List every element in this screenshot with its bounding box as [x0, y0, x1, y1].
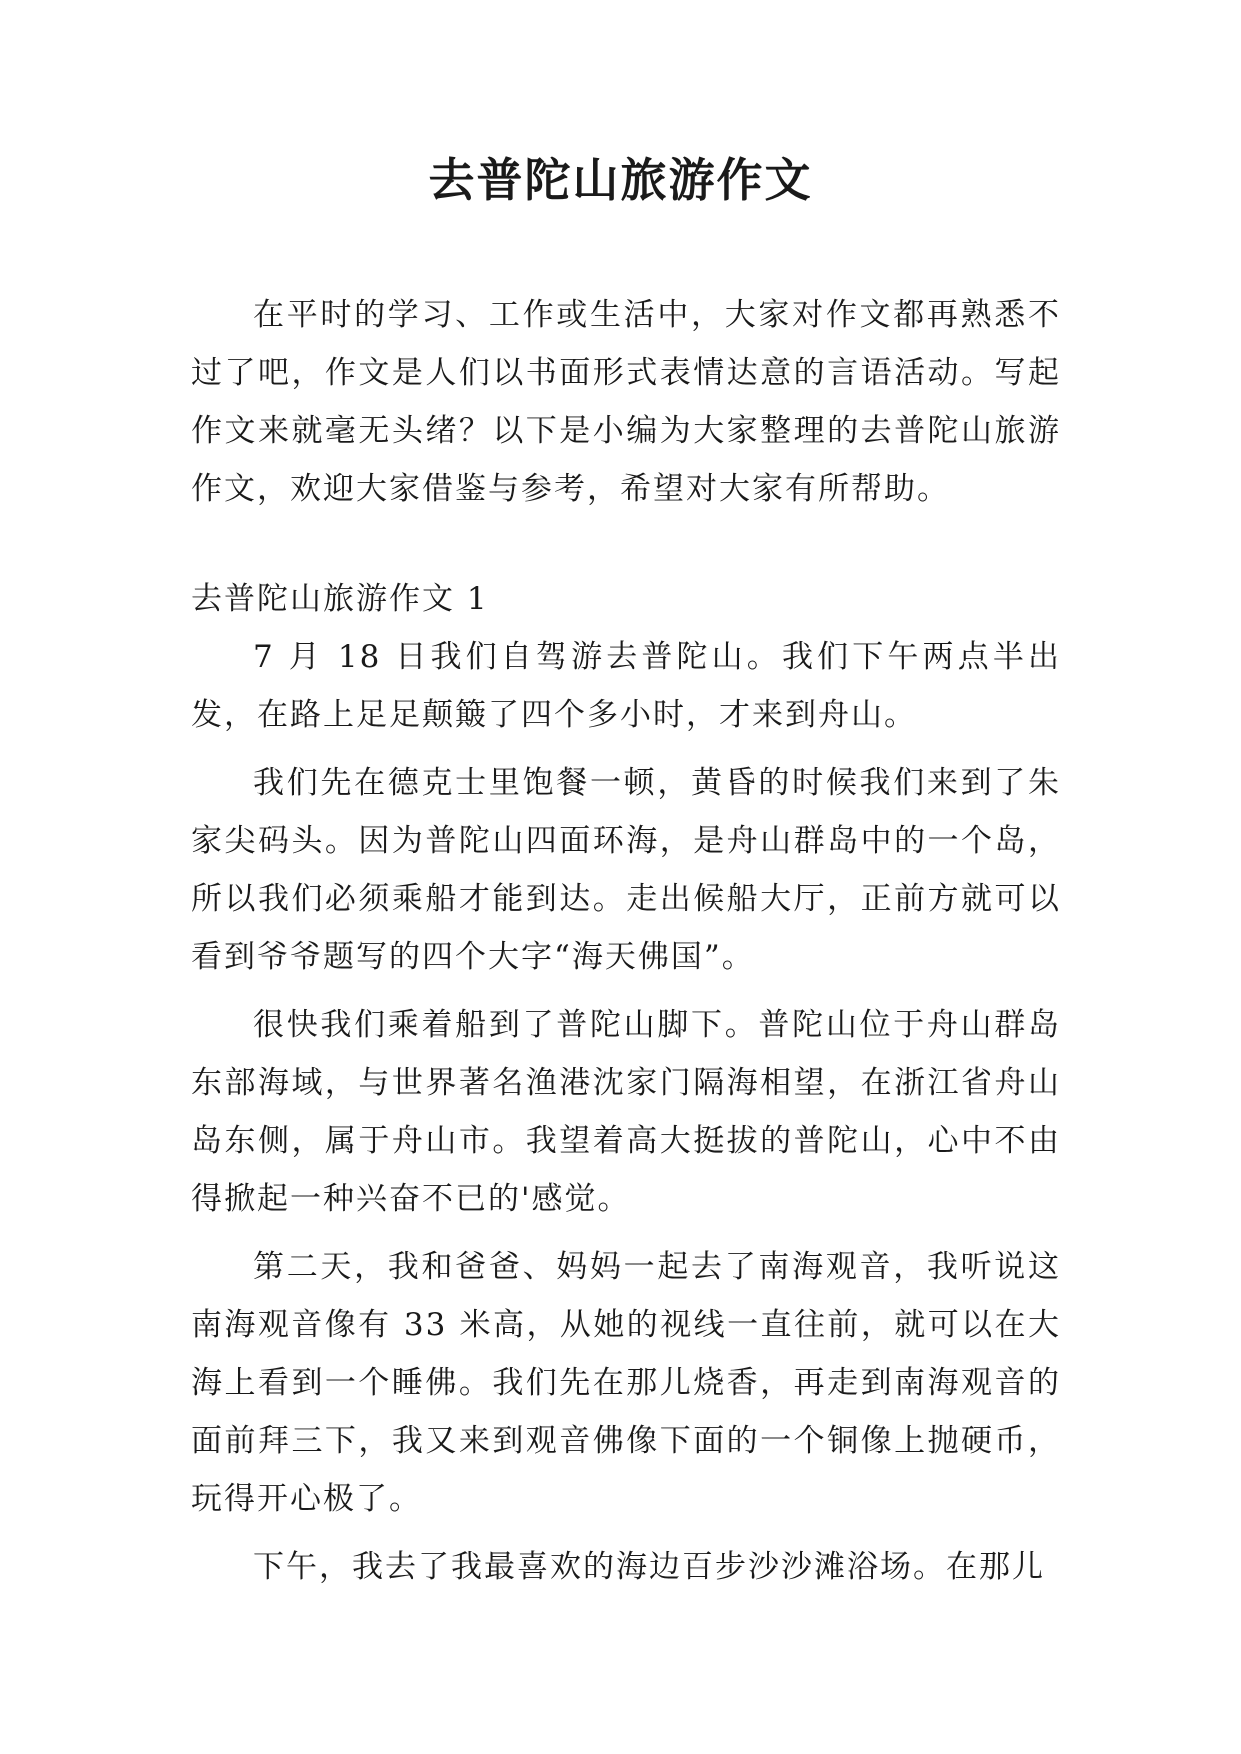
section-heading: 去普陀山旅游作文 1 [191, 581, 489, 617]
document-body [191, 286, 1061, 1606]
document-title: 去普陀山旅游作文 [428, 153, 813, 207]
body-paragraph-3: 很快我们乘着船到了普陀山脚下。普陀山位于舟山群岛东部海域，与世界著名渔港沈家门隔海相望，在浙江省舟山岛东侧，属于舟山市。我望着高大挺拔的普陀山，心中不由得掀起一种兴奋不已的'感觉。 [191, 1007, 1061, 1217]
body-paragraph-2: 我们先在德克士里饱餐一顿，黄昏的时候我们来到了朱家尖码头。因为普陀山四面环海，是舟山群岛中的一个岛，所以我们必须乘船才能到达。走出候船大厅，正前方就可以看到爷爷题写的四个大字“海天佛国”。 [191, 765, 1061, 975]
body-paragraph-5: 下午，我去了我最喜欢的海边百步沙沙滩浴场。在那儿 [253, 1549, 1045, 1585]
body-paragraph-4: 第二天，我和爸爸、妈妈一起去了南海观音，我听说这南海观音像有 33 米高，从她的视线一直往前，就可以在大海上看到一个睡佛。我们先在那儿烧香，再走到南海观音的面前拜三下，我又来到观音佛像下面的一个铜像上抛硬币，玩得开心极了。 [191, 1249, 1061, 1517]
intro-paragraph: 在平时的学习、工作或生活中，大家对作文都再熟悉不过了吧，作文是人们以书面形式表情达意的言语活动。写起作文来就毫无头绪？以下是小编为大家整理的去普陀山旅游作文，欢迎大家借鉴与参考，希望对大家有所帮助。 [191, 297, 1061, 507]
body-paragraph-1: 7 月 18 日我们自驾游去普陀山。我们下午两点半出发，在路上足足颠簸了四个多小时，才来到舟山。 [191, 639, 1061, 733]
